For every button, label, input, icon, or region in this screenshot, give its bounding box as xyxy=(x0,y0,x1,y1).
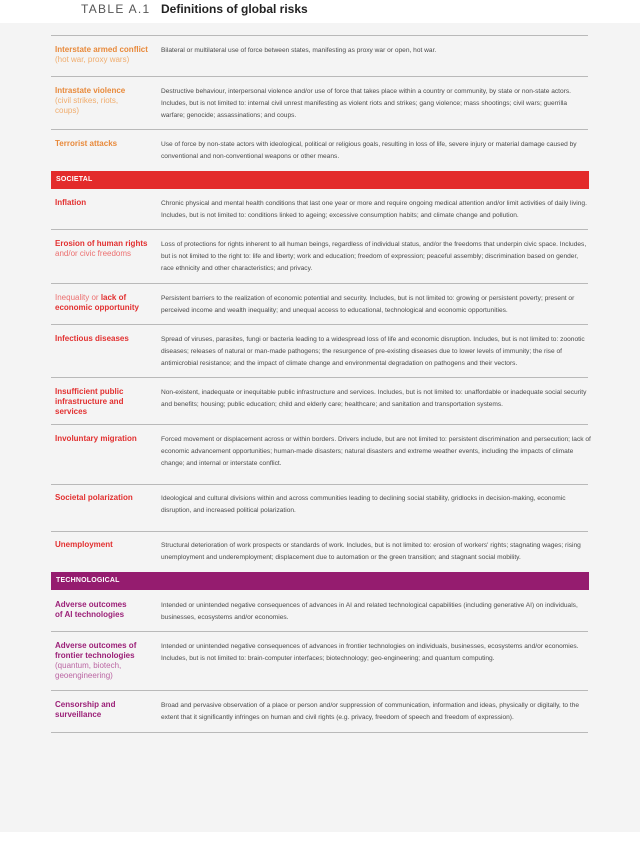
risk-term: Censorship and surveillance xyxy=(55,700,116,719)
risk-term: Terrorist attacks xyxy=(55,139,118,148)
risk-definition: Forced movement or displacement across or within borders. Drivers include, but are not limited to: persistent discrimination and persecution; lack of economic advancement opportunities; human-made disasters; natural disasters and extreme weather events, including the impacts of climate change; and internal or interstate conflict. xyxy=(161,436,591,467)
risk-term: Infectious diseases xyxy=(55,334,129,343)
table-title: Definitions of global risks xyxy=(161,2,308,16)
section-header-technological: TECHNOLOGICAL xyxy=(51,572,589,590)
row-divider xyxy=(51,129,588,130)
row-divider xyxy=(51,229,588,230)
risk-term: Insufficient public infrastructure and services xyxy=(55,387,124,416)
risk-definition: Use of force by non-state actors with ideological, political or religious goals, resulting in loss of life, severe injury or material damage caused by conventional and non-conventional weapons or other means. xyxy=(161,141,577,160)
table-header xyxy=(0,0,640,23)
row-divider xyxy=(51,76,588,77)
table-number: TABLE A.1 xyxy=(81,2,151,16)
risk-definition: Non-existent, inadequate or inequitable public infrastructure and services. Includes, but is not limited to: unaffordable or inadequate social security and benefits; housing; public education; child and elderly care; healthcare; and sanitation and transportation systems. xyxy=(161,389,587,408)
risk-term: Inequality or lack of economic opportunity xyxy=(55,293,139,312)
row-divider xyxy=(51,690,588,691)
row-divider xyxy=(51,531,588,532)
row-divider xyxy=(51,484,588,485)
row-divider xyxy=(51,424,588,425)
risk-definition: Destructive behaviour, interpersonal violence and/or use of force that takes place within a country or community, by state or non-state actors. Includes, but is not limited to: internal civil unrest manifesting as violent riots and strikes; gang violence; mass shootings; civil wars; guerrilla warfare; genocide; assassinations; and coups. xyxy=(161,88,571,119)
risk-term: Adverse outcomes of AI technologies xyxy=(55,600,127,619)
risk-definition: Loss of protections for rights inherent to all human beings, regardless of individual status, and/or the freedoms that underpin civic space. Includes, but is not limited to the right to: life and liberty; work and education; freedom of expression; peaceful assembly; discrimination based on gender, race ethnicity and other characteristics; and privacy. xyxy=(161,241,587,272)
row-divider xyxy=(51,324,588,325)
risk-term: Societal polarization xyxy=(55,493,133,502)
risk-definition: Bilateral or multilateral use of force between states, manifesting as proxy war or open, hot war. xyxy=(161,47,437,54)
risk-term: Interstate armed conflict (hot war, proxy wars) xyxy=(55,45,148,64)
risk-term: Involuntary migration xyxy=(55,434,137,443)
risk-definition: Spread of viruses, parasites, fungi or bacteria leading to a widespread loss of life and economic disruption. Includes, but is not limited to: zoonotic diseases; releases of natural or man-made pathogens; the resurgence of pre-existing diseases due to lower levels of immunity; the rise of antimicrobial resistance; and the impact of climate change and environmental degradation on pathogens and their vectors. xyxy=(161,336,585,367)
risk-definition: Broad and pervasive observation of a place or person and/or suppression of communication, information and ideas, physically or digitally, to the extent that it significantly infringes on human and civil rights (e.g. privacy, freedom of speech and freedom of expression). xyxy=(161,702,580,721)
risk-definition: Persistent barriers to the realization of economic potential and security. Includes, but is not limited to: growing or persistent poverty; present or perceived income and wealth inequality; and unequal access to educational, technological and economic opportunities. xyxy=(161,295,575,314)
row-divider xyxy=(51,35,588,36)
row-divider xyxy=(51,283,588,284)
risk-term: Adverse outcomes of frontier technologies (quantum, biotech, geoengineering) xyxy=(55,641,137,680)
risk-term: Intrastate violence (civil strikes, riots, coups) xyxy=(55,86,126,115)
row-divider xyxy=(51,631,588,632)
risk-definition: Intended or unintended negative consequences of advances in AI and related technological capabilities (including generative AI) on individuals, businesses, ecosystems and/or economies. xyxy=(161,602,578,621)
risk-definition: Structural deterioration of work prospects or standards of work. Includes, but is not limited to: erosion of workers' rights; stagnating wages; rising unemployment and underemployment; displacement due to automation or the green transition; and stagnant social mobility. xyxy=(161,542,581,561)
row-divider xyxy=(51,732,588,733)
risk-definition: Intended or unintended negative consequences of advances in frontier technologies on individuals, businesses, ecosystems and/or economies. Includes, but is not limited to: brain-computer interfaces; biotechnology; geo-engineering; and quantum computing. xyxy=(161,643,579,662)
risk-term: Inflation xyxy=(55,198,87,207)
risk-term: Erosion of human rights and/or civic freedoms xyxy=(55,239,148,258)
row-divider xyxy=(51,377,588,378)
risk-definition: Chronic physical and mental health conditions that last one year or more and require ongoing medical attention and/or limit activities of daily living. Includes, but is not limited to: conditions linked to ageing; excessive consumption habits; and climate change and pollution. xyxy=(161,200,587,219)
risk-term: Unemployment xyxy=(55,540,113,549)
section-header-societal: SOCIETAL xyxy=(51,171,589,189)
risk-definition: Ideological and cultural divisions within and across communities leading to declining social stability, gridlocks in decision-making, economic disruption, and increased political polarization. xyxy=(161,495,566,514)
